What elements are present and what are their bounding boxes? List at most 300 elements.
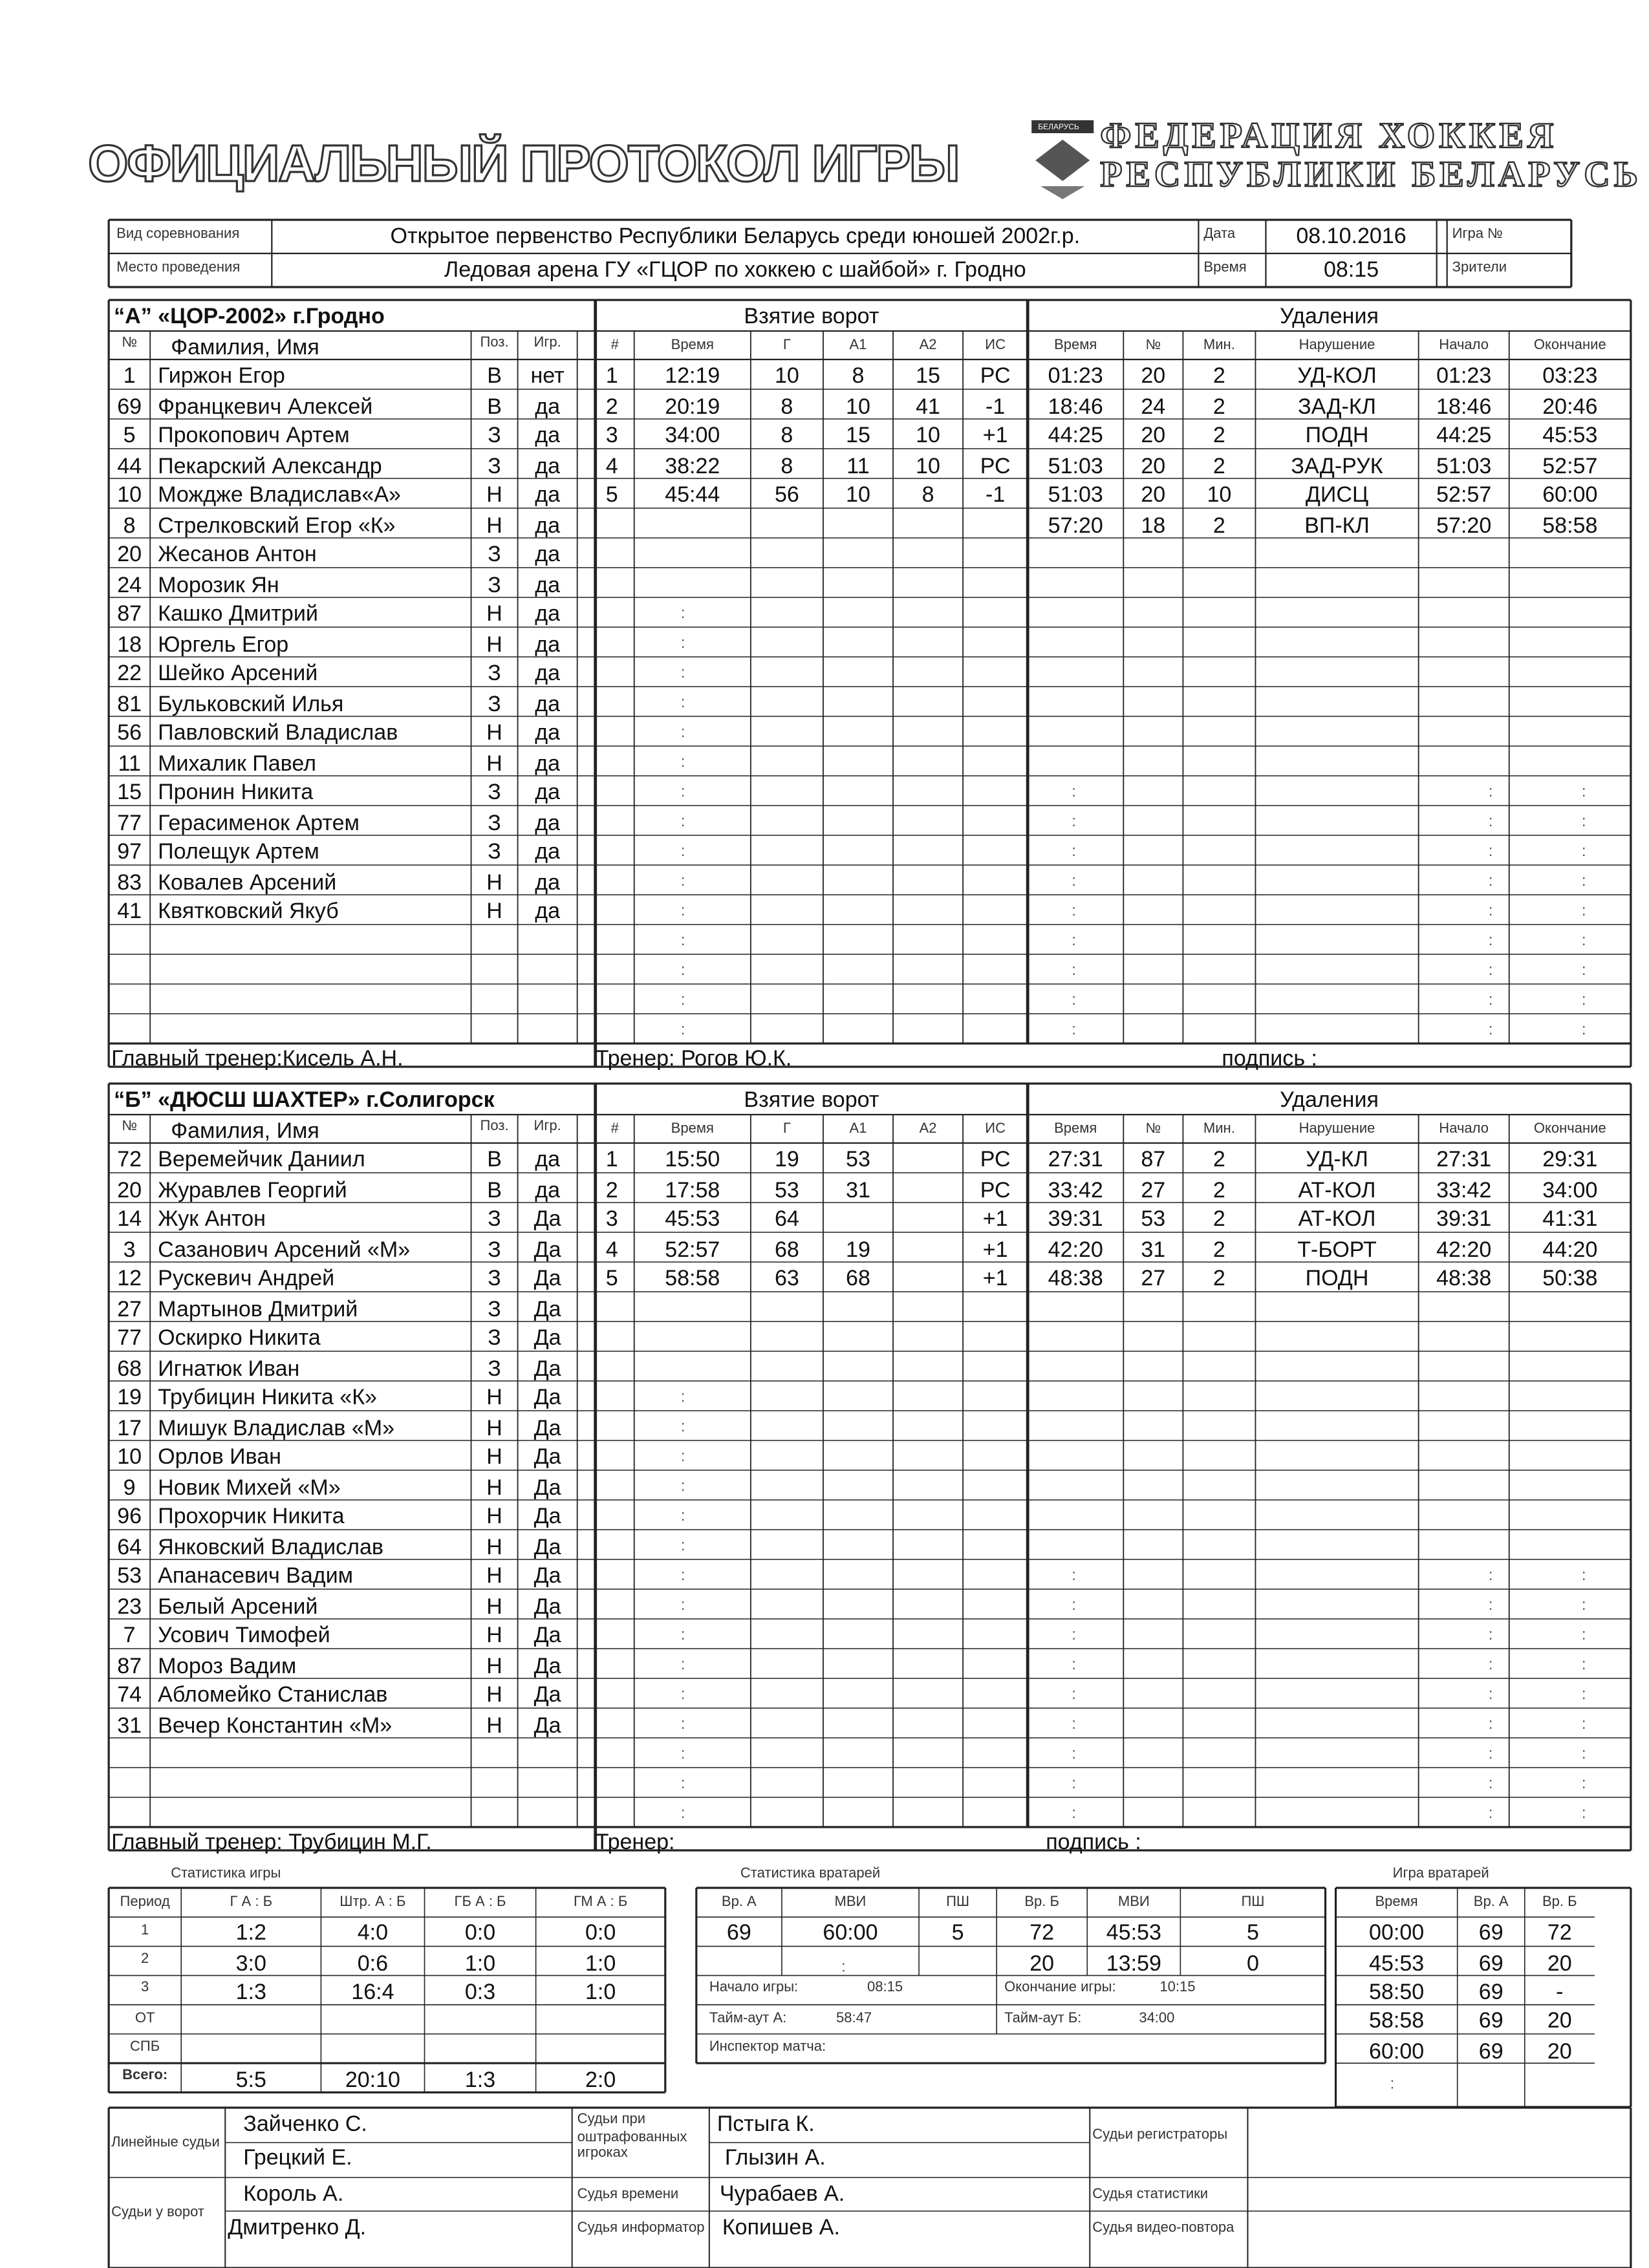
- player-position: Н: [486, 600, 502, 626]
- game-end-value: 10:15: [1159, 1982, 1196, 1998]
- time-colon-mark: :: [1581, 1715, 1586, 1733]
- goal-cell-5: РС: [980, 362, 1011, 388]
- goalie-stats-header-1: МВИ: [834, 1894, 867, 1910]
- head-coach-a: Главный тренер:Кисель А.Н.: [111, 1045, 404, 1071]
- time-colon-mark: :: [680, 1021, 685, 1038]
- timeout-b-label: Тайм-аут Б:: [1004, 2011, 1082, 2027]
- player-position: З: [488, 1265, 501, 1290]
- goal-cell-2: 8: [781, 451, 793, 477]
- game-stats-cell-3: 1:3: [464, 2066, 496, 2092]
- col-pos-b: Поз.: [480, 1120, 509, 1135]
- federation-name-2: РЕСПУБЛИКИ БЕЛАРУСЬ: [1100, 158, 1642, 197]
- player-number: 53: [117, 1562, 142, 1588]
- goalie-play-cell-2: 20: [1547, 2037, 1572, 2062]
- time-colon-mark: :: [680, 1477, 685, 1495]
- player-number: 31: [117, 1711, 142, 1737]
- goal-cell-2: 19: [774, 1146, 799, 1171]
- game-start-value: 08:15: [867, 1982, 903, 1998]
- video-judge-label: Судья видео-повтора: [1092, 2221, 1234, 2237]
- player-number: 24: [117, 570, 142, 596]
- time-colon-mark: :: [680, 1626, 685, 1643]
- goal-col-1-a: Время: [671, 337, 714, 353]
- time-colon-mark: :: [680, 664, 685, 681]
- goal-cell-2: 68: [774, 1235, 799, 1261]
- time-colon-mark: :: [680, 1685, 685, 1703]
- player-played: Да: [534, 1354, 561, 1380]
- game-stats-cell-1: 1:3: [235, 1978, 266, 2004]
- time-colon-mark: :: [680, 1656, 685, 1673]
- player-position: З: [488, 808, 501, 834]
- player-name: Абломейко Станислав: [158, 1681, 388, 1707]
- goal-cell-5: РС: [980, 451, 1011, 477]
- player-played: да: [535, 868, 561, 893]
- time-colon-mark: :: [1581, 1685, 1586, 1703]
- goal-col-3-a: А1: [849, 337, 867, 353]
- game-number-label: Игра №: [1452, 228, 1503, 243]
- time-colon-mark: :: [680, 1507, 685, 1524]
- time-colon-mark: :: [680, 1745, 685, 1762]
- player-name: Бульковский Илья: [158, 689, 344, 715]
- goalie-play-header-2: Вр. Б: [1542, 1894, 1577, 1910]
- player-position: В: [487, 362, 502, 388]
- goalie-play-cell-1: 69: [1478, 1920, 1503, 1946]
- time-colon-mark: :: [1488, 1715, 1493, 1733]
- goal-cell-2: 56: [774, 481, 799, 507]
- goalie-stats-cell-4: 45:53: [1106, 1920, 1161, 1946]
- time-colon-mark: :: [680, 1388, 685, 1406]
- player-position: Н: [486, 1503, 502, 1528]
- goal-cell-5: РС: [980, 1146, 1011, 1171]
- game-stats-cell-0: 2: [141, 1952, 149, 1969]
- player-number: 10: [117, 481, 142, 507]
- player-position: Н: [486, 630, 502, 656]
- player-played: да: [535, 1175, 561, 1201]
- time-colon-mark: :: [1072, 1567, 1076, 1584]
- player-name: Квятковский Якуб: [158, 897, 339, 923]
- penalty-cell-2: 2: [1212, 422, 1225, 447]
- penalty-cell-2: 2: [1212, 451, 1225, 477]
- game-stats-cell-2: 0:6: [357, 1949, 389, 1975]
- player-name: Стрелковский Егор «К»: [158, 511, 396, 537]
- player-name: Шейко Арсений: [158, 659, 318, 685]
- goal-cell-5: РС: [980, 1175, 1011, 1201]
- time-colon-mark: :: [1581, 1775, 1586, 1792]
- penalty-cell-0: 01:23: [1048, 362, 1103, 388]
- player-played: Да: [534, 1294, 561, 1320]
- registrars-label: Судьи регистраторы: [1092, 2128, 1228, 2144]
- goal-cell-1: 58:58: [665, 1265, 720, 1290]
- player-position: Н: [486, 1413, 502, 1439]
- goal-cell-4: 41: [916, 392, 941, 418]
- goal-cell-3: 19: [846, 1235, 870, 1261]
- time-colon-mark: :: [1072, 932, 1076, 949]
- goal-judge-1: Король А.: [243, 2179, 344, 2205]
- penalty-cell-0: 51:03: [1048, 451, 1103, 477]
- time-colon-mark: :: [680, 753, 685, 771]
- penalty-cell-1: 27: [1141, 1175, 1166, 1201]
- timeout-a-label: Тайм-аут А:: [709, 2011, 787, 2027]
- time-colon-mark: :: [1581, 932, 1586, 949]
- penalty-cell-5: 50:38: [1542, 1265, 1598, 1290]
- penalty-cell-1: 20: [1141, 362, 1166, 388]
- goal-col-4-b: А2: [919, 1121, 937, 1137]
- team-b-heading: “Б” «ДЮСШ ШАХТЕР» г.Солигорск: [114, 1086, 495, 1112]
- goalie-stats-cell-3: 20: [1029, 1949, 1055, 1975]
- time-colon-mark: :: [680, 1418, 685, 1435]
- pen-col-4-b: Начало: [1439, 1121, 1489, 1137]
- goal-cell-5: +1: [982, 422, 1008, 447]
- goalie-play-cell-1: 69: [1478, 1978, 1503, 2004]
- game-end-label: Окончание игры:: [1004, 1982, 1116, 1998]
- goalie-play-cell-1: 69: [1478, 1949, 1503, 1975]
- player-position: Н: [486, 1592, 502, 1618]
- time-colon-mark: :: [1488, 783, 1493, 800]
- time-colon-mark: :: [680, 694, 685, 711]
- player-played: да: [535, 570, 561, 596]
- penalty-cell-3: ПОДН: [1305, 422, 1369, 447]
- player-played: Да: [534, 1443, 561, 1469]
- game-stats-cell-0: ОТ: [135, 2011, 155, 2027]
- game-stats-title: Статистика игры: [171, 1867, 281, 1883]
- time-colon-mark: :: [1072, 872, 1076, 890]
- time-colon-mark: :: [1072, 1745, 1076, 1762]
- time-colon-mark: :: [1488, 1745, 1493, 1762]
- player-position: В: [487, 1146, 502, 1171]
- player-name: Михалик Павел: [158, 749, 317, 775]
- player-position: З: [488, 1235, 501, 1261]
- spectators-label: Зрители: [1452, 261, 1507, 277]
- player-number: 1: [123, 362, 136, 388]
- time-colon-mark: :: [1488, 872, 1493, 890]
- game-stats-cell-4: 0:0: [585, 1920, 616, 1946]
- player-played: да: [535, 689, 561, 715]
- player-played: да: [535, 838, 561, 864]
- penalty-cell-3: УД-КЛ: [1306, 1146, 1368, 1171]
- player-number: 69: [117, 392, 142, 418]
- player-number: 14: [117, 1205, 142, 1231]
- penalties-title-b: Удаления: [1280, 1086, 1379, 1112]
- player-number: 18: [117, 630, 142, 656]
- time-colon-mark: :: [1488, 1804, 1493, 1822]
- federation-name-1: ФЕДЕРАЦИЯ ХОККЕЯ: [1100, 119, 1558, 158]
- goal-col-2-b: Г: [782, 1121, 791, 1137]
- goal-cell-3: 10: [846, 481, 870, 507]
- player-position: Н: [486, 1681, 502, 1707]
- penalty-cell-4: 42:20: [1436, 1235, 1492, 1261]
- player-played: Да: [534, 1413, 561, 1439]
- player-played: да: [535, 540, 561, 566]
- player-name: Мишук Владислав «М»: [158, 1413, 395, 1439]
- player-position: Н: [486, 481, 502, 507]
- goal-cell-4: 10: [916, 422, 941, 447]
- player-played: да: [535, 778, 561, 804]
- timekeeper-value: Чурабаев А.: [719, 2179, 845, 2205]
- goalie-play-cell-0: 45:53: [1369, 1949, 1425, 1975]
- time-colon-mark: :: [1072, 842, 1076, 860]
- linesmen-label: Линейные судьи: [111, 2136, 220, 2152]
- penalty-cell-5: 45:53: [1542, 422, 1598, 447]
- penalty-cell-4: 44:25: [1436, 422, 1492, 447]
- goalie-stats-cell-1: 60:00: [823, 1920, 878, 1946]
- time-colon-mark: :: [680, 932, 685, 949]
- player-name: Журавлев Георгий: [158, 1175, 347, 1201]
- player-position: Н: [486, 1384, 502, 1409]
- penalty-cell-5: 52:57: [1542, 451, 1598, 477]
- time-colon-mark: :: [680, 634, 685, 652]
- goals-title-b: Взятие ворот: [744, 1086, 879, 1112]
- goal-col-3-b: А1: [849, 1121, 867, 1137]
- time-colon-mark: :: [1072, 1626, 1076, 1643]
- player-number: 11: [118, 749, 141, 775]
- player-position: З: [488, 1205, 501, 1231]
- timeout-a-value: 58:47: [835, 2011, 872, 2027]
- penalty-cell-0: 44:25: [1048, 422, 1103, 447]
- player-number: 8: [123, 511, 136, 537]
- pen-col-5-b: Окончание: [1533, 1121, 1606, 1137]
- player-position: В: [487, 1175, 502, 1201]
- goal-cell-2: 8: [781, 392, 793, 418]
- player-played: Да: [534, 1651, 561, 1677]
- player-number: 41: [117, 897, 142, 923]
- time-colon-mark: :: [1581, 1596, 1586, 1614]
- penalty-cell-0: 18:46: [1048, 392, 1103, 418]
- time-colon-mark: :: [1072, 1685, 1076, 1703]
- time-colon-mark: :: [1488, 842, 1493, 860]
- player-played: Да: [534, 1265, 561, 1290]
- time-value: 08:15: [1323, 256, 1379, 282]
- player-name: Герасименок Артем: [158, 808, 360, 834]
- time-colon-mark: :: [1581, 872, 1586, 890]
- time-colon-mark: :: [1072, 783, 1076, 800]
- player-position: З: [488, 689, 501, 715]
- player-number: 20: [117, 540, 142, 566]
- penalty-cell-2: 10: [1207, 481, 1232, 507]
- player-position: Н: [486, 1532, 502, 1558]
- player-name: Усович Тимофей: [158, 1621, 330, 1647]
- penalty-judge-2: Глызин А.: [724, 2144, 826, 2170]
- player-played: да: [535, 1146, 561, 1171]
- player-number: 17: [117, 1413, 142, 1439]
- time-colon-mark: :: [1488, 1626, 1493, 1643]
- penalty-cell-4: 27:31: [1436, 1146, 1492, 1171]
- linesman-1: Зайченко С.: [243, 2109, 367, 2135]
- time-colon-mark: :: [1581, 1656, 1586, 1673]
- venue-label: Место проведения: [116, 261, 241, 277]
- col-num-b: №: [122, 1120, 137, 1135]
- goal-cell-0: 4: [605, 451, 618, 477]
- penalty-cell-0: 51:03: [1048, 481, 1103, 507]
- goal-cell-1: 17:58: [665, 1175, 720, 1201]
- goalie-stats-cell-5: 5: [1246, 1920, 1259, 1946]
- penalty-cell-3: ПОДН: [1305, 1265, 1369, 1290]
- player-name: Жук Антон: [158, 1205, 266, 1231]
- goalie-stats-cell-0: 69: [726, 1920, 751, 1946]
- player-position: З: [488, 1294, 501, 1320]
- goal-col-0-a: #: [610, 337, 619, 353]
- goal-cell-5: +1: [982, 1235, 1008, 1261]
- competition-value: Открытое первенство Республики Беларусь среди юношей 2002г.р.: [390, 222, 1081, 248]
- goal-judges-label: Судьи у ворот: [111, 2206, 204, 2221]
- col-played-a: Игр.: [534, 336, 561, 352]
- time-colon-mark: :: [1488, 1021, 1493, 1038]
- player-name: Апанасевич Вадим: [158, 1562, 354, 1588]
- player-played: да: [535, 511, 561, 537]
- time-colon-mark: :: [1581, 813, 1586, 830]
- game-stats-cell-3: 0:3: [464, 1978, 496, 2004]
- player-played: да: [535, 600, 561, 626]
- player-name: Пронин Никита: [158, 778, 314, 804]
- goal-cell-1: 34:00: [665, 422, 720, 447]
- player-name: Гиржон Егор: [158, 362, 285, 388]
- time-colon-mark: :: [1072, 813, 1076, 830]
- penalty-cell-4: 01:23: [1436, 362, 1492, 388]
- penalty-cell-3: ДИСЦ: [1305, 481, 1369, 507]
- goal-cell-5: -1: [986, 392, 1006, 418]
- penalty-cell-5: 41:31: [1542, 1205, 1598, 1231]
- penalty-cell-5: 29:31: [1542, 1146, 1598, 1171]
- goalie-stats-header-0: Вр. А: [721, 1894, 757, 1910]
- player-name: Орлов Иван: [158, 1443, 282, 1469]
- game-stats-cell-1: 1:2: [235, 1920, 266, 1946]
- game-stats-cell-2: 20:10: [345, 2066, 401, 2092]
- goalie-play-cell-2: -: [1556, 1978, 1564, 2004]
- player-played: да: [535, 749, 561, 775]
- player-number: 68: [117, 1354, 142, 1380]
- goal-cell-2: 64: [774, 1205, 799, 1231]
- player-number: 74: [117, 1681, 142, 1707]
- time-colon-mark: :: [1581, 902, 1586, 919]
- player-played: да: [535, 451, 561, 477]
- player-name: Францкевич Алексей: [158, 392, 373, 418]
- player-name: Прохорчик Никита: [158, 1503, 345, 1528]
- goalie-play-cell-2: 20: [1547, 1949, 1572, 1975]
- goal-cell-1: 12:19: [665, 362, 720, 388]
- time-colon-mark: :: [841, 1958, 846, 1976]
- goalie-play-cell-2: 20: [1547, 2007, 1572, 2033]
- pen-col-5-a: Окончание: [1533, 337, 1606, 353]
- player-name: Ковалев Арсений: [158, 868, 337, 893]
- player-position: З: [488, 451, 501, 477]
- pen-col-1-a: №: [1145, 337, 1161, 353]
- inspector-label: Инспектор матча:: [709, 2040, 826, 2056]
- player-number: 22: [117, 659, 142, 685]
- penalty-cell-5: 20:46: [1542, 392, 1598, 418]
- player-position: В: [487, 392, 502, 418]
- player-position: З: [488, 778, 501, 804]
- player-number: 9: [123, 1473, 136, 1499]
- linesman-2: Грецкий Е.: [243, 2144, 352, 2170]
- player-played: да: [535, 481, 561, 507]
- goal-cell-0: 1: [605, 362, 618, 388]
- player-number: 5: [123, 422, 136, 447]
- goal-col-4-a: А2: [919, 337, 937, 353]
- player-number: 12: [117, 1265, 142, 1290]
- game-stats-header-4: ГМ А : Б: [573, 1894, 628, 1910]
- goal-cell-4: 15: [916, 362, 941, 388]
- player-position: Н: [486, 1562, 502, 1588]
- penalty-cell-5: 03:23: [1542, 362, 1598, 388]
- penalty-cell-3: АТ-КОЛ: [1298, 1205, 1376, 1231]
- player-number: 20: [117, 1175, 142, 1201]
- time-colon-mark: :: [1072, 991, 1076, 1009]
- goal-cell-1: 20:19: [665, 392, 720, 418]
- goalie-play-cell-0: 58:58: [1369, 2007, 1425, 2033]
- time-colon-mark: :: [1581, 1626, 1586, 1643]
- player-played: Да: [534, 1235, 561, 1261]
- time-colon-mark: :: [680, 872, 685, 890]
- time-colon-mark: :: [1488, 1656, 1493, 1673]
- goalie-play-cell-0: 00:00: [1369, 1920, 1425, 1946]
- goal-cell-1: 38:22: [665, 451, 720, 477]
- player-name: Павловский Владислав: [158, 719, 398, 745]
- penalty-cell-4: 52:57: [1436, 481, 1492, 507]
- game-stats-header-0: Период: [120, 1894, 170, 1910]
- player-position: Н: [486, 749, 502, 775]
- time-colon-mark: :: [680, 1537, 685, 1554]
- goal-cell-5: +1: [982, 1205, 1008, 1231]
- goalie-stats-cell-5: 0: [1246, 1949, 1259, 1975]
- penalty-cell-4: 18:46: [1436, 392, 1492, 418]
- goal-cell-2: 8: [781, 422, 793, 447]
- player-name: Прокопович Артем: [158, 422, 350, 447]
- goalie-play-cell-0: 58:50: [1369, 1978, 1425, 2004]
- game-stats-cell-4: 2:0: [585, 2066, 616, 2092]
- penalty-cell-1: 31: [1141, 1235, 1166, 1261]
- player-position: З: [488, 659, 501, 685]
- penalty-cell-2: 2: [1212, 511, 1225, 537]
- player-position: Н: [486, 1443, 502, 1469]
- game-stats-cell-3: 0:0: [464, 1920, 496, 1946]
- time-colon-mark: :: [1488, 991, 1493, 1009]
- goal-cell-1: 45:53: [665, 1205, 720, 1231]
- player-number: 15: [117, 778, 142, 804]
- penalty-cell-2: 2: [1212, 392, 1225, 418]
- goal-cell-2: 63: [774, 1265, 799, 1290]
- player-played: да: [535, 422, 561, 447]
- player-played: Да: [534, 1324, 561, 1350]
- goalie-stats-title: Статистика вратарей: [740, 1867, 881, 1883]
- head-coach-b: Главный тренер: Трубицин М.Г.: [111, 1828, 432, 1854]
- goalie-stats-cell-2: 5: [951, 1920, 964, 1946]
- player-number: 72: [117, 1146, 142, 1171]
- penalty-cell-1: 20: [1141, 481, 1166, 507]
- player-name: Пекарский Александр: [158, 451, 382, 477]
- time-colon-mark: :: [1072, 1596, 1076, 1614]
- penalty-cell-1: 87: [1141, 1146, 1166, 1171]
- penalty-cell-2: 2: [1212, 362, 1225, 388]
- player-played: да: [535, 392, 561, 418]
- goal-cell-1: 45:44: [665, 481, 720, 507]
- player-name: Янковский Владислав: [158, 1532, 384, 1558]
- player-name: Игнатюк Иван: [158, 1354, 300, 1380]
- col-name-a: Фамилия, Имя: [171, 334, 319, 359]
- timeout-b-value: 34:00: [1139, 2011, 1175, 2027]
- time-colon-mark: :: [1581, 1021, 1586, 1038]
- penalty-cell-3: ЗАД-РУК: [1291, 451, 1383, 477]
- time-colon-mark: :: [1072, 1775, 1076, 1792]
- goalie-play-title: Игра вратарей: [1392, 1867, 1489, 1883]
- game-stats-cell-4: 1:0: [585, 1978, 616, 2004]
- time-colon-mark: :: [1581, 1745, 1586, 1762]
- player-name: Полещук Артем: [158, 838, 319, 864]
- penalty-cell-5: 60:00: [1542, 481, 1598, 507]
- player-played: Да: [534, 1473, 561, 1499]
- game-stats-cell-4: 1:0: [585, 1949, 616, 1975]
- time-colon-mark: :: [1581, 991, 1586, 1009]
- time-colon-mark: :: [1072, 1656, 1076, 1673]
- goal-col-2-a: Г: [782, 337, 791, 353]
- penalty-cell-1: 24: [1141, 392, 1166, 418]
